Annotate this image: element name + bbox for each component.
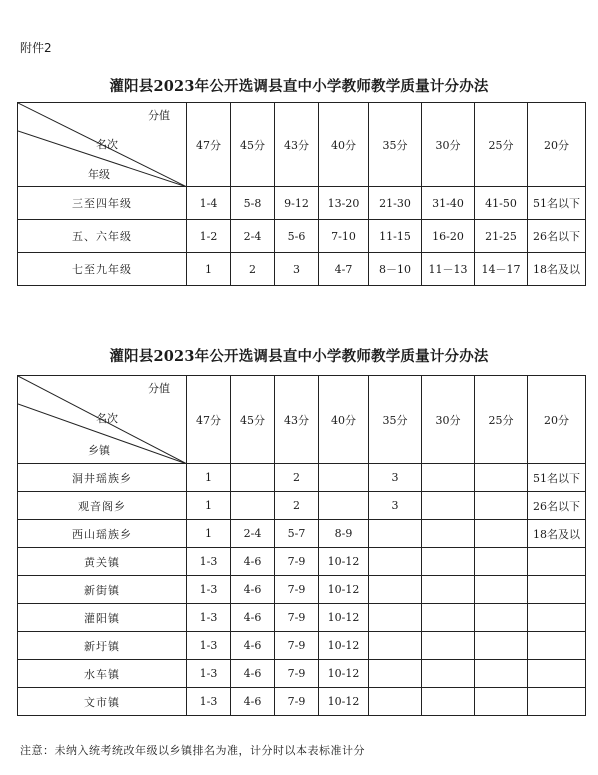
table-cell <box>528 604 586 632</box>
table-cell: 3 <box>369 464 422 492</box>
table2-corner-cell <box>18 376 187 464</box>
table-cell: 21-25 <box>475 220 528 253</box>
footnote: 注意：未纳入统考统改年级以乡镇排名为准，计分时以本表标准计分 <box>20 744 365 757</box>
table-cell: 2-4 <box>231 220 275 253</box>
table-cell: 4-6 <box>231 660 275 688</box>
table2-corner-township-label: 乡镇 <box>88 444 110 457</box>
table-cell: 26名以下 <box>528 220 586 253</box>
table-cell: 18名及以 <box>528 520 586 548</box>
header-40: 40分 <box>319 103 369 187</box>
table-cell: 9-12 <box>275 187 319 220</box>
table-cell: 7-9 <box>275 632 319 660</box>
table-cell <box>369 660 422 688</box>
table-cell <box>369 548 422 576</box>
table-cell <box>231 464 275 492</box>
row-label: 文市镇 <box>18 688 187 716</box>
table-row <box>18 548 586 576</box>
table-row <box>18 576 586 604</box>
table-cell: 8－10 <box>369 253 422 286</box>
table-row <box>18 604 586 632</box>
table-cell: 26名以下 <box>528 492 586 520</box>
table-cell <box>369 576 422 604</box>
table-cell <box>475 604 528 632</box>
table-cell <box>422 520 475 548</box>
table-cell: 1 <box>187 253 231 286</box>
table-cell: 7-10 <box>319 220 369 253</box>
header-45: 45分 <box>231 376 275 464</box>
table-cell <box>369 688 422 716</box>
table-cell: 18名及以 <box>528 253 586 286</box>
table2-corner-score-label: 分值 <box>148 382 170 395</box>
table-cell: 5-8 <box>231 187 275 220</box>
table-cell <box>422 492 475 520</box>
row-label: 黄关镇 <box>18 548 187 576</box>
table-row <box>18 492 586 520</box>
table-cell: 1 <box>187 492 231 520</box>
table-cell <box>319 464 369 492</box>
table-cell: 4-6 <box>231 548 275 576</box>
table-cell: 4-6 <box>231 688 275 716</box>
table-cell: 11-15 <box>369 220 422 253</box>
table-cell <box>369 604 422 632</box>
table-cell: 5-7 <box>275 520 319 548</box>
table-row <box>18 520 586 548</box>
row-label: 新圩镇 <box>18 632 187 660</box>
table-cell: 10-12 <box>319 576 369 604</box>
header-25: 25分 <box>475 376 528 464</box>
row-label: 新街镇 <box>18 576 187 604</box>
table1-corner-score-label: 分值 <box>148 109 170 122</box>
header-35: 35分 <box>369 376 422 464</box>
table-cell: 1-3 <box>187 660 231 688</box>
table-cell: 10-12 <box>319 632 369 660</box>
table-cell <box>475 492 528 520</box>
table-row <box>18 220 586 253</box>
table-cell: 10-12 <box>319 688 369 716</box>
table-cell: 10-12 <box>319 660 369 688</box>
table-cell: 2 <box>275 492 319 520</box>
row-label: 三至四年级 <box>18 187 187 220</box>
table-cell: 3 <box>275 253 319 286</box>
table-cell: 8-9 <box>319 520 369 548</box>
table-cell <box>475 688 528 716</box>
table-cell <box>528 688 586 716</box>
table-row <box>18 632 586 660</box>
table-cell <box>528 660 586 688</box>
table-cell <box>422 632 475 660</box>
table-row <box>18 253 586 286</box>
table2-corner-rank-label: 名次 <box>96 412 118 425</box>
table-cell <box>475 548 528 576</box>
attachment-label: 附件2 <box>20 41 52 55</box>
table-cell: 41-50 <box>475 187 528 220</box>
row-label: 西山瑶族乡 <box>18 520 187 548</box>
table2-header-row <box>18 376 586 464</box>
table-cell <box>528 576 586 604</box>
table-cell: 10-12 <box>319 604 369 632</box>
table-cell: 1 <box>187 520 231 548</box>
table1-title: 灌阳县2023年公开选调县直中小学教师教学质量计分办法 <box>109 78 489 95</box>
grade-score-table <box>17 102 586 286</box>
table-cell: 21-30 <box>369 187 422 220</box>
table1-header-row <box>18 103 586 187</box>
header-43: 43分 <box>275 103 319 187</box>
row-label: 洞井瑶族乡 <box>18 464 187 492</box>
table-cell: 4-7 <box>319 253 369 286</box>
header-43: 43分 <box>275 376 319 464</box>
header-30: 30分 <box>422 103 475 187</box>
table1-corner-cell <box>18 103 187 187</box>
table-cell: 1-3 <box>187 604 231 632</box>
table-cell: 7-9 <box>275 604 319 632</box>
table-cell <box>422 576 475 604</box>
table-cell: 2 <box>231 253 275 286</box>
table-cell: 31-40 <box>422 187 475 220</box>
table-cell: 1-3 <box>187 548 231 576</box>
table-cell: 11－13 <box>422 253 475 286</box>
header-35: 35分 <box>369 103 422 187</box>
table-row <box>18 464 586 492</box>
table-cell: 4-6 <box>231 604 275 632</box>
table-cell: 4-6 <box>231 632 275 660</box>
table-cell <box>422 660 475 688</box>
township-score-table <box>17 375 586 716</box>
header-30: 30分 <box>422 376 475 464</box>
table-cell: 1-2 <box>187 220 231 253</box>
table-cell <box>369 520 422 548</box>
table-cell: 7-9 <box>275 660 319 688</box>
table-cell: 10-12 <box>319 548 369 576</box>
header-20: 20分 <box>528 376 586 464</box>
table-cell: 7-9 <box>275 548 319 576</box>
header-40: 40分 <box>319 376 369 464</box>
table2-title: 灌阳县2023年公开选调县直中小学教师教学质量计分办法 <box>109 348 489 365</box>
table-cell <box>475 576 528 604</box>
table-cell: 2 <box>275 464 319 492</box>
table1-corner-rank-label: 名次 <box>96 138 118 151</box>
table-cell <box>475 632 528 660</box>
row-label: 观音阁乡 <box>18 492 187 520</box>
table-cell: 51名以下 <box>528 187 586 220</box>
table-cell <box>422 688 475 716</box>
table-cell: 16-20 <box>422 220 475 253</box>
table-cell: 13-20 <box>319 187 369 220</box>
header-25: 25分 <box>475 103 528 187</box>
table-cell <box>528 632 586 660</box>
table-cell: 7-9 <box>275 688 319 716</box>
table-cell: 51名以下 <box>528 464 586 492</box>
row-label: 水车镇 <box>18 660 187 688</box>
table-cell <box>475 660 528 688</box>
table-cell: 1-3 <box>187 576 231 604</box>
table-cell <box>528 548 586 576</box>
table-cell <box>369 632 422 660</box>
table-cell <box>422 604 475 632</box>
table-cell <box>475 520 528 548</box>
table-cell: 5-6 <box>275 220 319 253</box>
row-label: 灌阳镇 <box>18 604 187 632</box>
table-cell: 7-9 <box>275 576 319 604</box>
table-cell: 3 <box>369 492 422 520</box>
table-cell <box>422 548 475 576</box>
table-cell <box>231 492 275 520</box>
table1-corner-grade-label: 年级 <box>88 168 110 181</box>
table-cell: 1 <box>187 464 231 492</box>
table-row <box>18 660 586 688</box>
table-cell: 4-6 <box>231 576 275 604</box>
table-row <box>18 688 586 716</box>
table-cell: 2-4 <box>231 520 275 548</box>
row-label: 五、六年级 <box>18 220 187 253</box>
table-cell: 14－17 <box>475 253 528 286</box>
table-cell <box>319 492 369 520</box>
header-45: 45分 <box>231 103 275 187</box>
table-cell: 1-3 <box>187 632 231 660</box>
table-cell <box>422 464 475 492</box>
row-label: 七至九年级 <box>18 253 187 286</box>
header-47: 47分 <box>187 103 231 187</box>
table-cell <box>475 464 528 492</box>
table-cell: 1-4 <box>187 187 231 220</box>
header-20: 20分 <box>528 103 586 187</box>
table-cell: 1-3 <box>187 688 231 716</box>
header-47: 47分 <box>187 376 231 464</box>
table-row <box>18 187 586 220</box>
